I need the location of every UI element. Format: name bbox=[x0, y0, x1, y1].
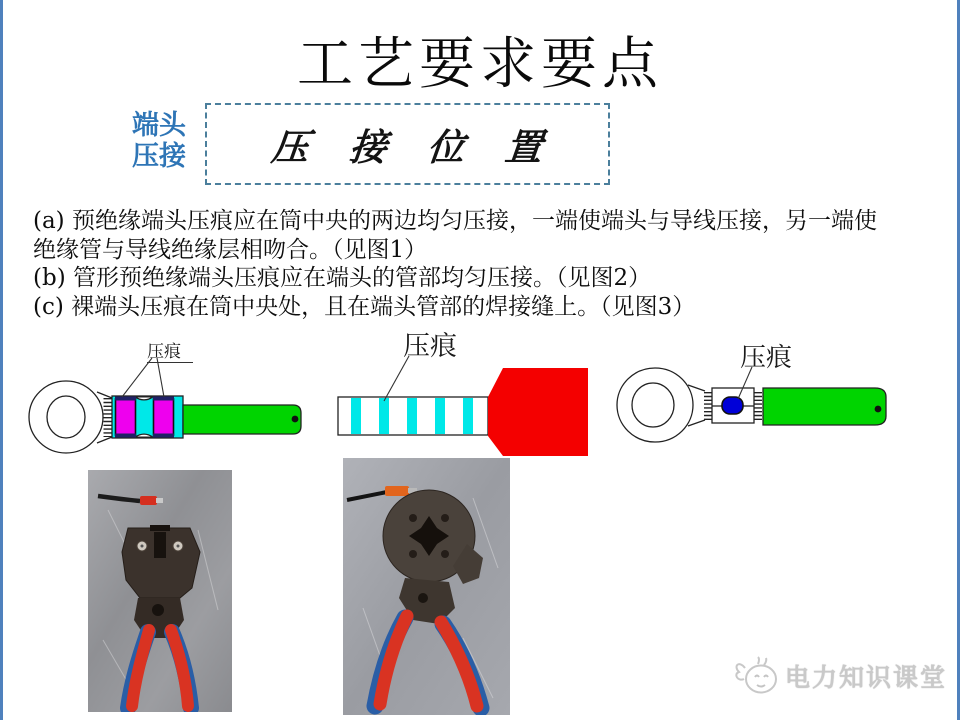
banner-text: 压 接 位 置 bbox=[269, 125, 559, 169]
fig2-crimp-mark-label: 压痕 bbox=[403, 331, 457, 362]
fig2-tube-ferrule bbox=[338, 356, 588, 456]
body-line-a1: (a) 预绝缘端头压痕应在筒中央的两边均匀压接，一端使端头与导线压接，另一端使 bbox=[33, 208, 877, 234]
page-title: 工艺要求要点 bbox=[297, 32, 663, 97]
fig3-crimp-mark-label: 压痕 bbox=[740, 343, 793, 373]
photo-crimping-pliers-1 bbox=[88, 470, 232, 712]
section-label-line2: 压接 bbox=[132, 141, 186, 172]
body-line-a2: 绝缘管与导线绝缘层相吻合。（见图1） bbox=[33, 236, 428, 263]
section-label-line1: 端头 bbox=[132, 110, 186, 141]
body-line-c: (c) 裸端头压痕在筒中央处，且在端头管部的焊接缝上。（见图3） bbox=[33, 293, 696, 320]
fig1-ring-terminal bbox=[29, 358, 301, 453]
chick-mascot-icon bbox=[731, 656, 779, 696]
body-line-b: (b) 管形预绝缘端头压痕应在端头的管部均匀压接。（见图2） bbox=[33, 265, 652, 291]
photo-crimping-pliers-2 bbox=[343, 458, 510, 715]
fig1-crimp-mark-label: 压痕 bbox=[147, 337, 193, 363]
watermark-text: 电力知识课堂 bbox=[785, 663, 948, 692]
fig3-bare-ring-terminal bbox=[617, 367, 886, 442]
watermark bbox=[731, 656, 947, 696]
